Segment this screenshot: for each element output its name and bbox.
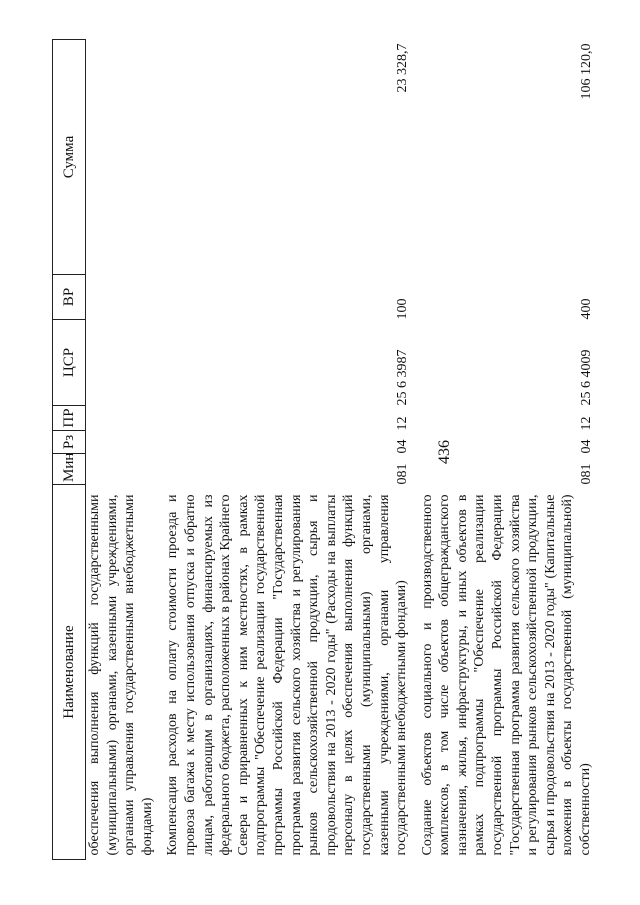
row-sum: 23 328,7 [394, 43, 410, 93]
budget-table [52, 39, 599, 860]
header-pr: ПР [53, 406, 86, 431]
row-vr: 100 [394, 298, 410, 320]
row-name: Компенсация расходов на оплату стоимости проезда и провоза багажа к месту использования отпуска и обратно лицам, работающим в организациях, финансируемых из федерального бюджета, расположенных в районах Крайнего Севера и приравненных к ним местностях, в рамках подпрограммы "Обеспечение реализации государственной программы Российской Федерации "Государственная программа развития сельского хозяйства и регулирования рынков сельскохозяйственной продукции, сырья и продовольствия на 2013 - 2020 годы" (Расходы на выплаты персоналу в целях обеспечения выполнения функций государственными (муниципальными) органами, казенными учреждениями, органами управления государственными внебюджетными фондами) [165, 494, 410, 856]
header-vr: ВР [53, 275, 86, 320]
row-sum: 106 120,0 [578, 43, 594, 100]
budget-table-rotated [52, 40, 594, 860]
row-min: 081 [394, 463, 410, 485]
header-sum: Сумма [53, 40, 86, 275]
row-rz: 04 [578, 439, 594, 454]
table-row [160, 40, 414, 860]
row-sum [86, 40, 161, 275]
header-csr: ЦСР [53, 320, 86, 406]
table-row [86, 40, 161, 860]
table-row [415, 40, 599, 860]
row-vr: 400 [578, 298, 594, 320]
row-vr [86, 275, 161, 320]
row-csr: 25 6 4009 [578, 349, 594, 406]
row-name: обеспечения выполнения функций государственными (муниципальными) органами, казенными учреждениями, органами управления государственными внебюджетными фондами) [87, 494, 155, 856]
row-rz [86, 431, 161, 454]
row-csr [86, 320, 161, 406]
table-header-row [53, 40, 86, 860]
row-name: Создание объектов социального и производственного комплексов, в том числе объектов общегражданского назначения, жилья, инфраструктуры, и иных объектов в рамках подпрограммы "Обеспечение реализации государственной программы Российской Федерации "Государственная программа развития сельского хозяйства и регулирования рынков сельскохозяйственной продукции, сырья и продовольствия на 2013 - 2020 годы" (Капитальные вложения в объекты государственной (муниципальной) собственности) [419, 494, 594, 856]
row-min: 081 [578, 463, 594, 485]
row-min [86, 454, 161, 485]
page-number: 436 [436, 440, 453, 464]
row-pr: 12 [578, 416, 594, 431]
header-name: Наименование [53, 485, 86, 860]
row-pr [86, 406, 161, 431]
header-rz: Рз [53, 431, 86, 454]
header-min: Мин [53, 454, 86, 485]
row-pr: 12 [394, 416, 410, 431]
row-csr: 25 6 3987 [394, 349, 410, 406]
row-rz: 04 [394, 439, 410, 454]
